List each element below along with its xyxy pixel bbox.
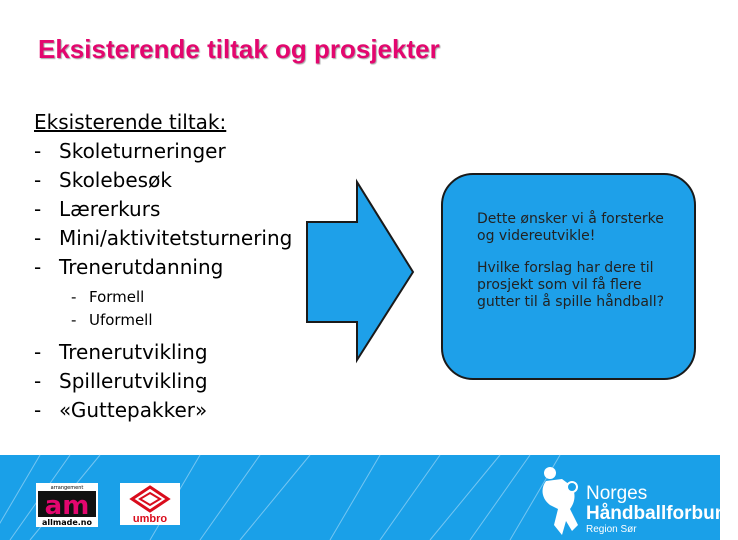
callout-box [441, 173, 696, 380]
list-item-label: Spillerutvikling [59, 369, 208, 393]
list-item-label: Skolebesøk [59, 168, 172, 192]
sub-list [34, 286, 292, 332]
dash: - [71, 288, 77, 306]
nhf-logo-line-1: Norges [586, 483, 648, 504]
dash: - [34, 226, 42, 250]
dash: - [34, 340, 42, 364]
dash: - [34, 139, 42, 163]
nhf-logo-text [586, 484, 738, 536]
bullet-list [34, 108, 292, 425]
sub-list-item-label: Uformell [89, 311, 153, 329]
dash: - [34, 398, 42, 422]
umbro-logo-text: umbro [132, 513, 168, 525]
allmade-logo-icon [36, 483, 98, 527]
list-item-label: Trenerutvikling [59, 340, 208, 364]
list-item [34, 195, 292, 224]
dash: - [34, 369, 42, 393]
list-item-label: Skoleturneringer [59, 139, 226, 163]
allmade-logo-top-text: arrangement [50, 485, 84, 491]
list-item [34, 224, 292, 253]
handball-player-icon [536, 465, 584, 537]
dash: - [71, 311, 77, 329]
list-heading: Eksisterende tiltak: [34, 110, 227, 134]
allmade-logo-bottom-text: allmade.no [42, 518, 92, 527]
umbro-logo-icon [120, 483, 180, 525]
list-item-label: «Guttepakker» [59, 398, 208, 422]
list-item-label: Mini/aktivitetsturnering [59, 226, 293, 250]
list-item [34, 137, 292, 166]
nhf-logo-line-3: Region Sør [586, 524, 637, 535]
nhf-logo-line-2: Håndballforbund [586, 503, 738, 524]
slide-title: Eksisterende tiltak og prosjekter [38, 34, 440, 64]
list-item-label: Trenerutdanning [59, 255, 224, 279]
list-item [34, 396, 292, 425]
right-arrow-icon [305, 180, 417, 364]
list-item [34, 253, 292, 282]
list-item [34, 166, 292, 195]
dash: - [34, 168, 42, 192]
sub-list-item [34, 309, 292, 332]
callout-paragraph: Dette ønsker vi å forsterke og videreutvikle! [477, 211, 664, 244]
sub-list-item [34, 286, 292, 309]
sub-list-item-label: Formell [89, 288, 145, 306]
dash: - [34, 255, 42, 279]
dash: - [34, 197, 42, 221]
list-item [34, 367, 292, 396]
allmade-logo-main-text: am [44, 491, 90, 521]
sponsor-logo-allmade [36, 483, 98, 527]
list-item-label: Lærerkurs [59, 197, 161, 221]
sponsor-logo-umbro [120, 483, 180, 525]
list-item [34, 338, 292, 367]
callout-paragraph: Hvilke forslag har dere til prosjekt som vil få flere gutter til å spille håndball? [477, 260, 665, 310]
